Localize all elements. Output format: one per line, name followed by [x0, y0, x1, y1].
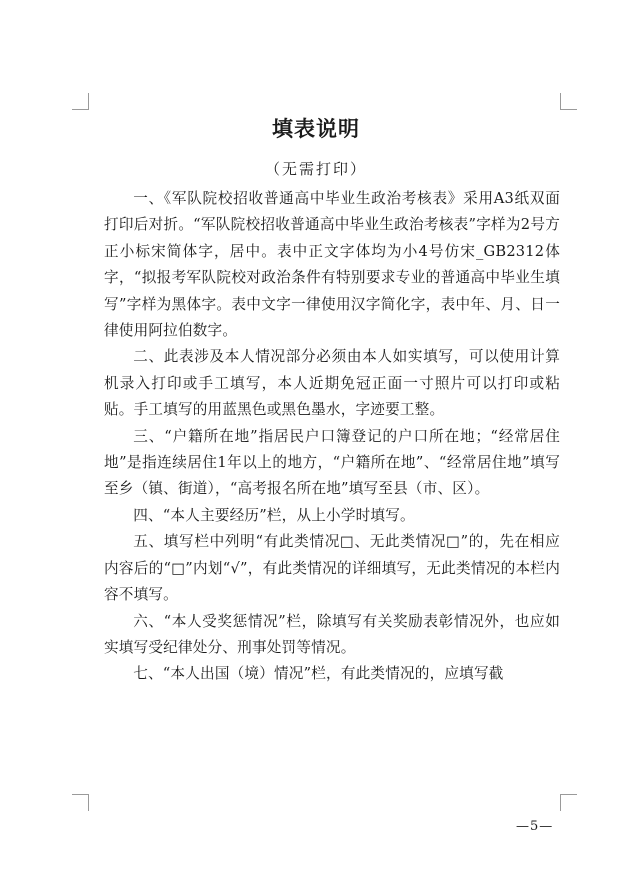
crop-mark-top-right	[560, 93, 577, 110]
crop-mark-bottom-left	[72, 794, 89, 811]
paragraph-1: 一、《军队院校招收普通高中毕业生政治考核表》采用A3纸双面打印后对折。“军队院校招收普通高中毕业生政治考核表”字样为2号方正小标宋简体字，居中。表中正文字体均为小4号仿宋_GB2312体字，“拟报考军队院校对政治条件有特别要求专业的普通高中毕业生填写”字样为黑体字。表中文字一律使用汉字简化字，表中年、月、日一律使用阿拉伯数字。	[104, 190, 560, 340]
paragraph-6: 六、“本人受奖惩情况”栏，除填写有关奖励表彰情况外，也应如实填写受纪律处分、刑事处罚等情况。	[104, 612, 560, 656]
paragraph-3: 三、“户籍所在地”指居民户口簿登记的户口所在地；“经常居住地”是指连续居住1年以上的地方，“户籍所在地”、“经常居住地”填写至乡（镇、街道），“高考报名所在地”填写至县（市、区）。	[104, 427, 560, 498]
paragraph-2: 二、此表涉及本人情况部分必须由本人如实填写，可以使用计算机录入打印或手工填写，本人近期免冠正面一寸照片可以打印或粘贴。手工填写的用蓝黑色或黑色墨水，字迹要工整。	[104, 348, 560, 419]
crop-mark-top-left	[72, 93, 89, 110]
crop-mark-bottom-right	[560, 794, 577, 811]
paragraph-5: 五、填写栏中列明“有此类情况□、无此类情况□”的，先在相应内容后的“□”内划“√”，有此类情况的详细填写，无此类情况的本栏内容不填写。	[104, 533, 560, 604]
paragraph-4: 四、“本人主要经历”栏，从上小学时填写。	[133, 506, 415, 524]
document-body	[104, 186, 560, 688]
page-title: 填表说明	[272, 117, 360, 141]
page-subtitle: （无需打印）	[264, 160, 367, 178]
paragraph-7: 七、“本人出国（境）情况”栏，有此类情况的，应填写截	[133, 665, 504, 683]
page-number: —5—	[516, 819, 554, 834]
